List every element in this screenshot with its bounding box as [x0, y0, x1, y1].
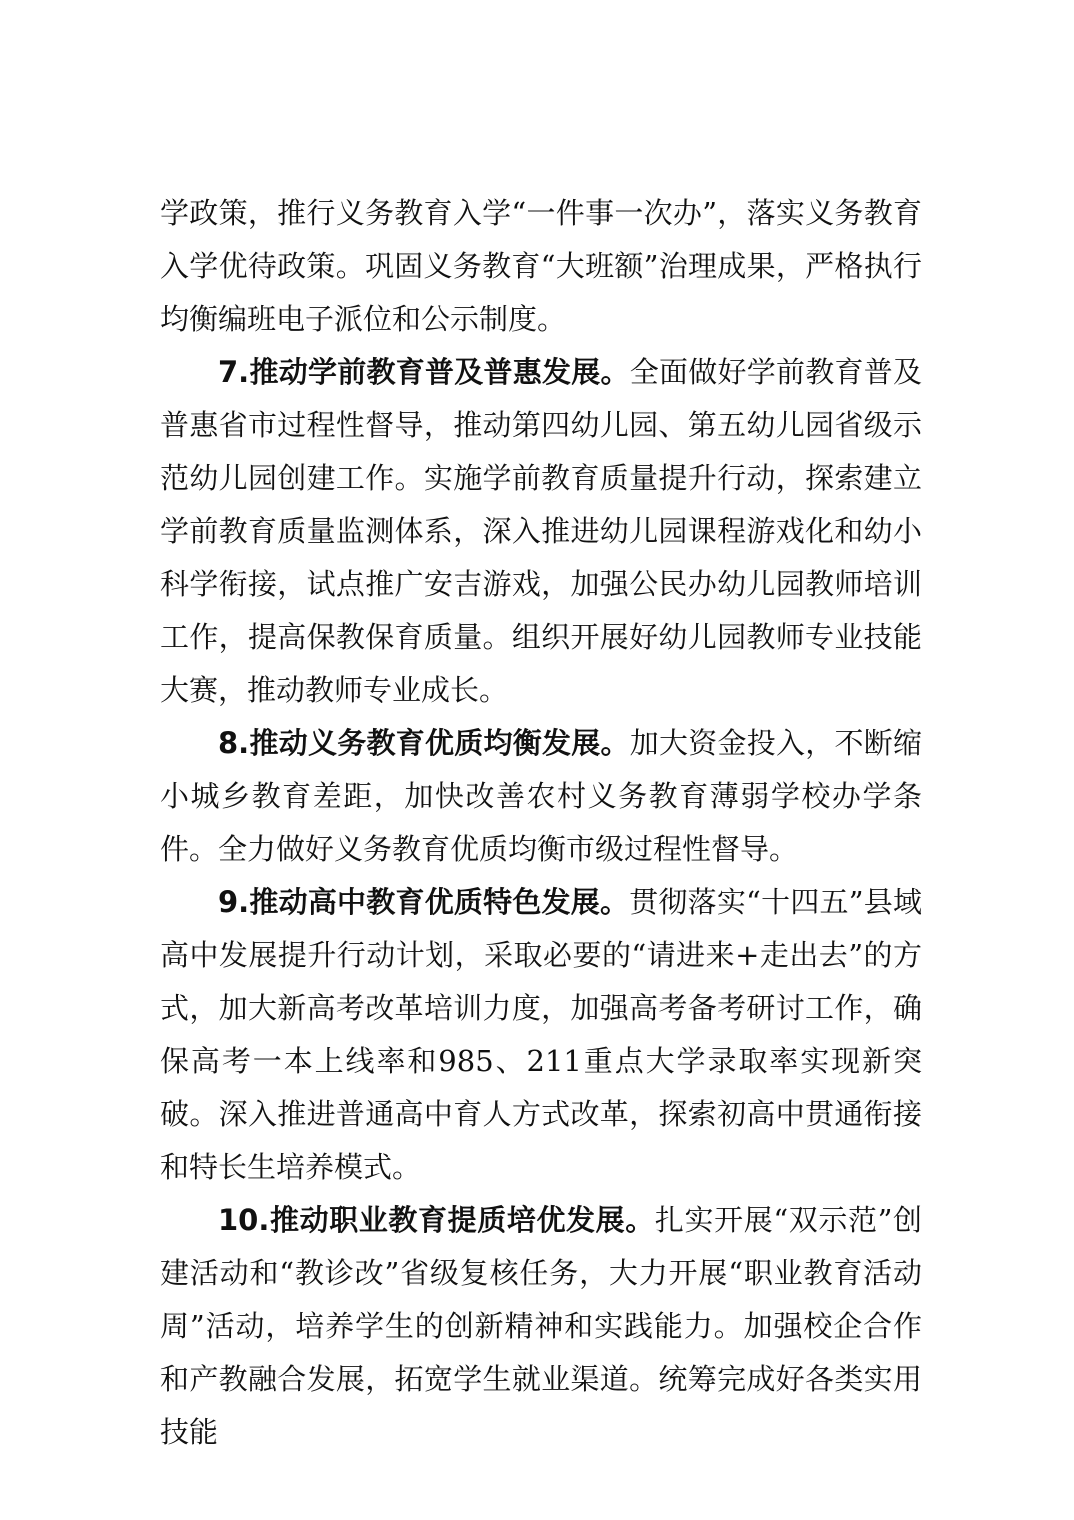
section-heading-8: 8.推动义务教育优质均衡发展。	[218, 726, 630, 760]
paragraph-preschool	[160, 346, 922, 717]
paragraph-body: 贯彻落实“十四五”县域高中发展提升行动计划，采取必要的“请进来+走出去”的方式，加大新高考改革培训力度，加强高考备考研讨工作，确保高考一本上线率和985、211重点大学录取率实现新突破。深入推进普通高中育人方式改革，探索初高中贯通衔接和特长生培养模式。	[160, 885, 922, 1184]
paragraph-continuation	[160, 187, 922, 346]
paragraph-high-school	[160, 876, 922, 1194]
paragraph-compulsory	[160, 717, 922, 876]
paragraph-body: 扎实开展“双示范”创建活动和“教诊改”省级复核任务，大力开展“职业教育活动周”活动，培养学生的创新精神和实践能力。加强校企合作和产教融合发展，拓宽学生就业渠道。统筹完成好各类实用技能	[160, 1203, 923, 1449]
section-heading-7: 7.推动学前教育普及普惠发展。	[218, 355, 630, 389]
section-heading-10: 10.推动职业教育提质培优发展。	[218, 1203, 655, 1237]
paragraph-body: 学政策，推行义务教育入学“一件事一次办”，落实义务教育入学优待政策。巩固义务教育“大班额”治理成果，严格执行均衡编班电子派位和公示制度。	[160, 196, 922, 336]
paragraph-body: 加大资金投入，不断缩小城乡教育差距，加快改善农村义务教育薄弱学校办学条件。全力做好义务教育优质均衡市级过程性督导。	[160, 726, 922, 866]
paragraph-body: 全面做好学前教育普及普惠省市过程性督导，推动第四幼儿园、第五幼儿园省级示范幼儿园创建工作。实施学前教育质量提升行动，探索建立学前教育质量监测体系，深入推进幼儿园课程游戏化和幼小科学衔接，试点推广安吉游戏，加强公民办幼儿园教师培训工作，提高保教保育质量。组织开展好幼儿园教师专业技能大赛，推动教师专业成长。	[160, 355, 922, 707]
paragraph-vocational	[160, 1194, 922, 1459]
document-body	[160, 187, 922, 1459]
section-heading-9: 9.推动高中教育优质特色发展。	[218, 885, 630, 919]
